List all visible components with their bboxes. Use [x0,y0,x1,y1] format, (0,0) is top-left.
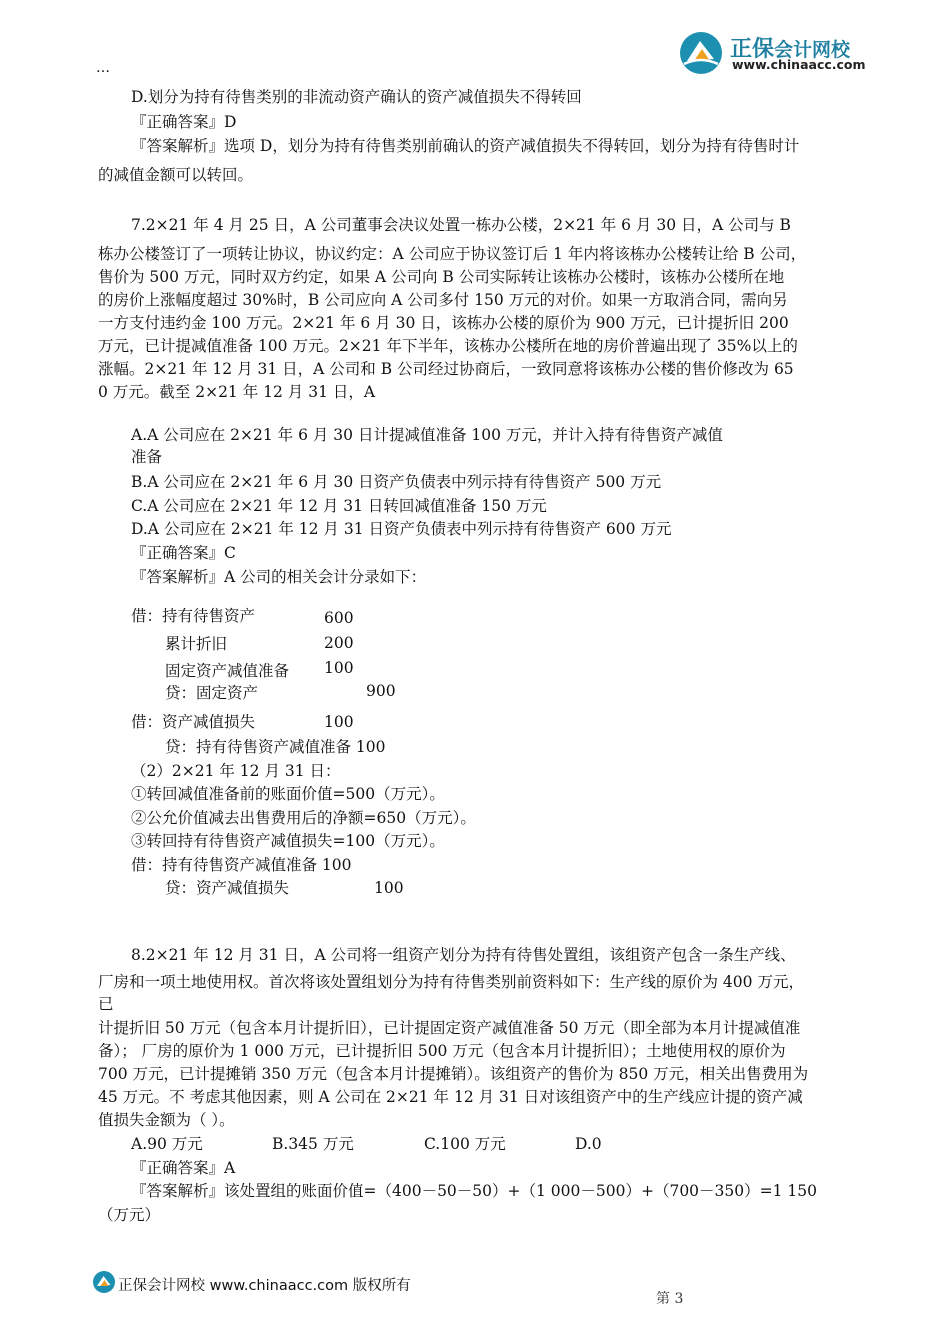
entry1-credit-amount: 900 [366,682,396,700]
q8-stem-line-5: 700 万元，已计提摊销 350 万元（包含本月计提摊销）。该组资产的售价为 850 万元，相关出售费用为 [98,1065,809,1083]
q8-stem-line-4: 备）； 厂房的原价为 1 000 万元，已计提折旧 500 万元（包含本月计提折旧）；土地使用权的原价为 [98,1042,786,1060]
q6-analysis: 『答案解析』选项 D，划分为持有待售类别前确认的资产减值损失不得转回，划分为持有待售时计 [131,137,800,155]
q7-stem-line-7: 0 万元。截至 2×21 年 12 月 31 日，A [98,383,376,401]
entry1-debit: 借：持有待售资产 [131,607,256,625]
q8-stem-cut: 8.2×21 年 12 月 31 日，A 公司将一组资产划分为持有待售处置组，该组资产包含一条生产线、 [131,946,796,964]
logo-icon [678,30,726,76]
entry3-debit: 借：持有待售资产减值准备 100 [131,856,352,874]
q8-option-a: A.90 万元 [131,1135,203,1153]
entry1-line-3-amount: 100 [324,659,354,677]
entry2-credit: 贷：持有待售资产减值准备 100 [165,738,386,756]
q7-option-b: B.A 公司应在 2×21 年 6 月 30 日资产负债表中列示持有待售资产 500 万元 [131,473,662,491]
entry3-credit-amount: 100 [374,879,404,897]
step-2: ②公允价值减去出售费用后的净额=650（万元）。 [131,809,476,827]
q8-stem-line-1: 厂房和一项土地使用权。首次将该处置组划分为持有待售类别前资料如下：生产线的原价为 400 万元， [98,973,804,991]
q7-option-d: D.A 公司应在 2×21 年 12 月 31 日资产负债表中列示持有待售资产 600 万元 [131,520,672,538]
q6-option-d: D.划分为持有待售类别的非流动资产确认的资产减值损失不得转回 [131,88,582,106]
q8-option-b: B.345 万元 [272,1135,354,1153]
q7-stem-line-6: 涨幅。2×21 年 12 月 31 日，A 公司和 B 公司经过协商后，一致同意将该栋办公楼的售价修改为 65 [98,360,794,378]
entry1-credit: 贷：固定资产 [165,684,259,702]
q8-stem-line-2: 已 [98,995,114,1013]
q7-answer: 『正确答案』C [131,544,236,562]
q7-stem-line-2: 售价为 500 万元，同时双方约定，如果 A 公司向 B 公司实际转让该栋办公楼时，该栋办公楼所在地 [98,268,785,286]
entry1-line-2: 累计折旧 [165,635,228,653]
footer [92,1268,692,1296]
q7-stem-cut: 7.2×21 年 4 月 25 日，A 公司董事会决议处置一栋办公楼，2×21 年 6 月 30 日，A 公司与 B [131,216,791,234]
page-number: 第 3 [656,1291,684,1307]
q6-answer: 『正确答案』D [131,113,237,131]
q7-stem-line-5: 万元，已计提减值准备 100 万元。2×21 年下半年，该栋办公楼所在地的房价普遍出现了 35%以上的 [98,337,798,355]
q7-stem-line-3: 的房价上涨幅度超过 30%时，B 公司应向 A 公司多付 150 万元的对价。如果一方取消合同，需向另 [98,291,788,309]
q8-stem-line-3: 计提折旧 50 万元（包含本月计提折旧），已计提固定资产减值准备 50 万元（即全部为本月计提减值准 [98,1019,801,1037]
q7-stem-line-1: 栋办公楼签订了一项转让协议，协议约定：A 公司应于协议签订后 1 年内将该栋办公楼转让给 B 公司， [98,245,807,263]
footer-copyright: 正保会计网校 www.chinaacc.com 版权所有 [118,1278,411,1294]
q8-stem-line-6: 45 万元。不 考虑其他因素，则 A 公司在 2×21 年 12 月 31 日对该组资产中的生产线应计提的资产减 [98,1088,803,1106]
q7-stem-line-4: 一方支付违约金 100 万元。2×21 年 6 月 30 日，该栋办公楼的原价为 900 万元，已计提折旧 200 [98,314,789,332]
q8-option-d: D.0 [575,1135,602,1153]
brand-name: 正保会计网校 [730,37,851,62]
entry2-debit-amount: 100 [324,713,354,731]
step-title: （2）2×21 年 12 月 31 日： [131,762,341,780]
q7-analysis: 『答案解析』A 公司的相关会计分录如下： [131,568,427,586]
q7-option-c: C.A 公司应在 2×21 年 12 月 31 日转回减值准备 150 万元 [131,497,547,515]
entry2-debit: 借：资产减值损失 [131,713,256,731]
brand-url: www.chinaacc.com [732,57,866,72]
q8-analysis: 『答案解析』该处置组的账面价值=（400－50－50）+（1 000－500）+（700－350）=1 150 [131,1182,817,1200]
q8-answer: 『正确答案』A [131,1159,236,1177]
q7-option-a: A.A 公司应在 2×21 年 6 月 30 日计提减值准备 100 万元，并计入持有待售资产减值 [131,426,723,444]
q8-stem-line-7: 值损失金额为（ ）。 [98,1111,235,1129]
entry1-debit-amount: 600 [324,609,354,627]
q6-analysis-cont: 的减值金额可以转回。 [98,166,254,184]
q7-option-a-cont: 准备 [131,448,163,466]
top-cut-text: … [96,60,110,76]
entry1-line-3: 固定资产减值准备 [165,662,290,680]
entry1-line-2-amount: 200 [324,634,354,652]
step-3: ③转回持有待售资产减值损失=100（万元）。 [131,832,445,850]
step-1: ①转回减值准备前的账面价值=500（万元）。 [131,785,445,803]
footer-logo-icon [92,1270,116,1294]
q8-option-c: C.100 万元 [424,1135,506,1153]
entry3-credit: 贷：资产减值损失 [165,879,290,897]
brand-logo[interactable] [678,30,866,76]
q8-analysis-cut: （万元） [98,1206,161,1224]
